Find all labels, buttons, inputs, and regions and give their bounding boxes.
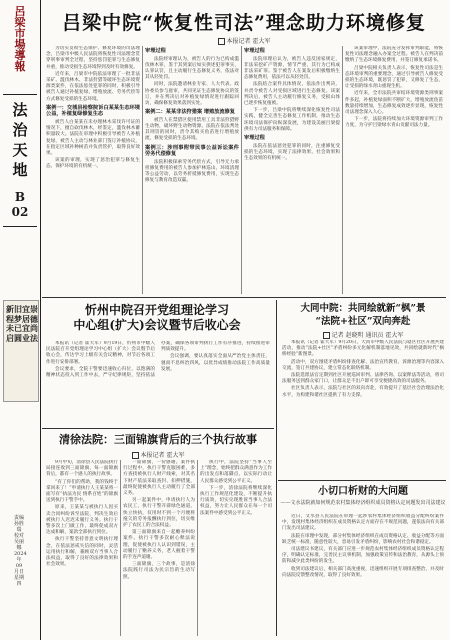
paragraph: 9月中旬，清徐县人民法院执行局接连收到三面锦旗，每一面锦旗背后，都有一个感人的执行故事。 bbox=[46, 460, 118, 478]
paragraph: 本报讯（记者 霍大军）9月19日，忻州市中级人民法院召开党组理论学习中心组（扩大）会议暨节后收心会，传达学习上级有关会议精神，对节后各项工作进行安排部署。 bbox=[46, 341, 155, 365]
slogan-char: 旧 bbox=[14, 304, 22, 314]
article-2-body bbox=[46, 341, 270, 425]
byline-article-4 bbox=[280, 330, 446, 339]
section-char: 治 bbox=[12, 121, 28, 139]
slogan-char: 宜 bbox=[22, 323, 30, 333]
byline-text: 本报记者 霍大军 bbox=[226, 38, 271, 45]
paragraph: 收到司法建议后，相关部门高度重视，迅速组织开展专项排查整治，并及时向法院反馈整改情况，取得了良好效果。 bbox=[282, 566, 444, 578]
paragraph: 执行干警坚持善意文明执行理念，在依法惩戒失信的同时，灵活运用执行和解，兼顾双方当事人合法权益，取得了良好的法律效果和社会效果。 bbox=[46, 537, 118, 568]
square-bullet-icon bbox=[323, 332, 330, 339]
byline-text: 本报记者 霍大军 bbox=[140, 452, 185, 459]
paragraph: 近年来，吕梁市中院依法审理了一批非法采矿、滥伐林木、非法狩猎等破坏生态环境资源类案件，在依法惩处犯罪的同时，积极引导被告人通过补植复绿、增殖放流、劳务代偿等方式修复受损的生态环境。 bbox=[46, 71, 140, 102]
section-char: 法 bbox=[12, 101, 28, 119]
section-title bbox=[6, 100, 34, 180]
paragraph: 一面锦旗，一份感谢。案件执行过程中，执行干警克服困难，多方查找被执行人财产线索，对其名下财产依法采取查封、扣押措施，最终促使被执行人主动履行了全部义务。 bbox=[123, 460, 195, 497]
paragraph: 法院在审理中发现，部分村集体经济组织在成员资格认定、收益分配等方面缺乏统一标准，随意性较大，容易引发矛盾纠纷，影响农村社会和谐稳定。 bbox=[282, 533, 444, 545]
rail-divider bbox=[3, 94, 37, 95]
left-rail bbox=[0, 0, 41, 640]
headline-line: 忻州中院召开党组理论学习 bbox=[84, 303, 229, 317]
paragraph: 另一起案件中，申请执行人为农民工，执行干警开辟绿色通道，快立快执，仅用时不到一个月便将拖欠的劳务报酬执行到位，切实维护了农民工的合法权益。 bbox=[123, 498, 195, 529]
slogan-char: 尚 bbox=[30, 323, 38, 333]
slogan-char: 梦 bbox=[14, 313, 22, 324]
headline-article-3: 清徐法院：三面锦旗背后的三个执行故事 bbox=[59, 433, 257, 446]
column-divider bbox=[276, 300, 277, 636]
column-divider bbox=[120, 460, 121, 636]
masthead-char: 導 bbox=[14, 49, 26, 62]
section-divider bbox=[278, 480, 446, 481]
headline-article-5: 小切口析财的大问题 bbox=[318, 486, 408, 497]
paragraph: 原来，王某某与被执行人因买卖合同纠纷诉至法院，判决生效后被执行人迟迟未履行义务。执行干警多次上门做工作，最终促成双方达成和解，案款全部执行到位。 bbox=[46, 505, 118, 536]
article-5-body bbox=[282, 514, 444, 636]
slogan-box bbox=[3, 300, 39, 402]
slogan-char: 圆 bbox=[14, 332, 22, 343]
article-4-body bbox=[282, 340, 444, 476]
column-divider bbox=[197, 460, 198, 636]
slogan-char: 法 bbox=[30, 332, 38, 343]
page-code-number: 02 bbox=[11, 205, 29, 219]
byline-article-3 bbox=[44, 450, 272, 459]
subheading: 案例一：交城县检察院诉白某某生态环境公益，补植复绿修复生态 bbox=[46, 104, 140, 118]
paragraph: 法院经审理认为，被告人的行为已构成滥伐林木罪，鉴于其到案后如实供述犯罪事实，认罪认罚，且主动履行生态修复义务，依法对其从轻处罚。 bbox=[145, 56, 239, 81]
slogan-char: 宜 bbox=[22, 304, 30, 314]
rail-divider bbox=[3, 226, 37, 227]
paragraph: 法院积极探索劳务代偿方式，引导无力承担修复费用的被告人参加护林巡山、环境清理等公益劳动，以劳务折抵修复费用，实现生态修复与教育改造双赢。 bbox=[145, 159, 239, 184]
paragraph: 近年来，全市法院共审结环境资源类刑事案件多起，补植复绿面积不断扩大，增殖放流鱼苗数量持续增加，生态修复成效逐步显现，恢复性司法理念深入人心。 bbox=[345, 91, 443, 116]
section-char: 天 bbox=[12, 141, 28, 159]
headline-article-1: 吕梁中院“恢复性司法”理念助力环境修复 bbox=[62, 12, 426, 34]
headline-article-4 bbox=[280, 302, 446, 328]
paragraph: 该案的审理，实现了惩治犯罪与修复生态、保护环境的有机统一。 bbox=[46, 158, 140, 170]
masthead-char: 呂 bbox=[14, 5, 26, 18]
paragraph: 会议要求，全院干警要迅速收心归位，以饱满的精神状态投入到工作中去，严守纪律规矩，坚持依法办案，确保各项审判执行工作有序推进，持续推进审判质效提升。 bbox=[46, 341, 270, 379]
paragraph: 活动中，双方围绕矛盾纠纷排查化解、法治宣传教育、诉源治理等内容深入交流，签订共建协议，建立常态化联络机制。 bbox=[282, 359, 444, 371]
subheading: 审理过程 bbox=[145, 48, 166, 54]
paragraph: 社区负责人表示，法院与社区的双向奔赴，有效提升了基层社会治理法治化水平，为构建和谐社区提供了有力支撑。 bbox=[282, 386, 444, 398]
masthead-char: 場 bbox=[14, 38, 26, 51]
masthead-char: 梁 bbox=[14, 16, 26, 29]
subheading: 审理过程 bbox=[244, 48, 265, 54]
headline-article-2 bbox=[44, 303, 270, 333]
page-code bbox=[6, 190, 34, 220]
paragraph: 为切实贯彻生态保护、修复环境的司法理念，吕梁市中级人民法院将恢复性司法理念贯穿刑事审判全过程，坚持惩罚犯罪与生态修复并重，推动受损生态环境得到及时有效修复。 bbox=[46, 46, 140, 70]
paragraph: 执行中，法院坚持“当事人至上”理念，始终把群众满意作为工作的出发点和落脚点，以实际行动让人民群众感受到公平正义。 bbox=[200, 460, 272, 484]
slogan-char: 程 bbox=[6, 313, 14, 324]
headline-line: 大同中院：共同绘就新“枫”景 bbox=[300, 303, 426, 314]
paragraph: 三面锦旗，三个故事，是清徐法院践行司法为民宗旨的生动写照。 bbox=[123, 562, 195, 580]
paragraph: “有了你们的帮助，我的钱终于拿回来了！”申请执行人王某某将一面写有“执法为民 情系百姓”的锦旗送到执行干警手中。 bbox=[46, 479, 118, 504]
paragraph: 法院审理后认为，被告人违反国家规定，非法采挖矿产资源，情节严重，其行为已构成非法采矿罪。鉴于被告人在案发后积极缴纳生态修复费用，依法可以从轻处罚。 bbox=[244, 56, 340, 81]
slogan-char: 已 bbox=[14, 323, 22, 333]
column-divider bbox=[342, 46, 343, 294]
slogan-char: 德 bbox=[30, 313, 38, 324]
article-1-col-1 bbox=[46, 46, 140, 294]
subheading: 案例二：某某非法狩猎案 增殖放流修复 bbox=[145, 109, 235, 116]
paragraph: 司法建议书建议，有关部门应进一步规范农村集体经济组织成员资格认定程序，明确认定标准，完善民主议事机制，加强政策宣传和法治教育，从源头上预防和减少此类纠纷的发生。 bbox=[282, 547, 444, 565]
paragraph: 会议强调，要认真落实全面从严治党主体责任，驰而不息纠治四风，以优异成绩推动法院工作高质量发展。 bbox=[161, 354, 270, 372]
byline-text: 记者 赵晓明 通讯员 霍大军 bbox=[331, 332, 404, 339]
column-divider bbox=[241, 46, 242, 294]
masthead-char: 市 bbox=[14, 27, 26, 40]
column-divider bbox=[142, 46, 143, 294]
page-code-letter: B bbox=[14, 190, 26, 204]
slogan-char: 启 bbox=[6, 332, 14, 343]
article-1-col-4 bbox=[345, 46, 443, 294]
section-divider bbox=[42, 428, 274, 429]
slogan-char: 居 bbox=[22, 313, 30, 324]
paragraph: 被告人白某某在未办理林木采伐许可证的情况下，擅自砍伐林木，经鉴定，滥伐林木蓄积量较大。法院在审理中积极引导被告人补植复绿，被告人主动与林业部门签订补植协议，在指定区域补种树苗并负责管护，取得良好效果。 bbox=[46, 120, 140, 157]
headline-line: 中心组(扩大)会议暨节后收心会 bbox=[73, 318, 241, 332]
section-char: 地 bbox=[12, 161, 28, 179]
paragraph: 同时，法院邀请林业专家、人大代表、政协委员参与庭审，共同见证生态修复协议的签订，并在判决后对补植复绿情况进行跟踪回访，确保修复效果落到实处。 bbox=[145, 82, 239, 107]
slogan-char: 崇 bbox=[30, 304, 38, 314]
paragraph: 法院结合案件具体情况，依法作出判决，并责令被告人对受损区域进行生态修复。该案判决后，被告人主动履行修复义务，受损山体已逐步恢复植被。 bbox=[244, 82, 340, 107]
paragraph: 被告人在禁猎区使用禁用工具非法狩猎野生动物，破坏野生动物资源。法院在依法判处其刑罚的同时，责令其购买鱼苗进行增殖放流，修复受损的生态环境。 bbox=[145, 117, 239, 142]
article-1-col-3 bbox=[244, 46, 340, 294]
square-bullet-icon bbox=[218, 38, 225, 45]
slogan-char: 新 bbox=[6, 304, 14, 314]
subheadline-article-5: ——文水法院就如何规范农村集体经济组织成员资格认定问题发出司法建议 bbox=[280, 500, 446, 506]
paragraph: 近日，文水县人民法院在审理一起涉农村集体经济组织收益分配纠纷案件中，发现村集体经济组织在成员资格认定方面存在不规范问题，遂依法向有关部门发出司法建议。 bbox=[282, 514, 444, 532]
page-footer-info: 责编 孙胜瑞 校对 吴丽娜 2024年09月日 星期四 bbox=[14, 515, 27, 587]
paragraph: 下一步，法院将持续加大环境资源审判工作力度，为守护吕梁绿水青山贡献司法力量。 bbox=[345, 117, 443, 129]
masthead-char: 報 bbox=[14, 60, 26, 73]
slogan-column bbox=[5, 305, 15, 343]
article-3-col-2 bbox=[123, 460, 195, 636]
headline-line: “法院+社区”双向奔赴 bbox=[315, 316, 411, 327]
subheading: 审理过程 bbox=[244, 135, 265, 142]
slogan-char: 业 bbox=[22, 332, 30, 343]
subheading: 案例三：涉刑事附带民事公益诉讼案件 劳务代偿修复 bbox=[145, 144, 239, 158]
slogan-char: 未 bbox=[6, 323, 14, 333]
paragraph: 吕梁中院相关负责人表示，恢复性司法是生态环境审判的重要理念，通过引导被告人修复受损的生态环境，既惩罚了犯罪，又修复了生态，让受损的绿水青山重现生机。 bbox=[345, 65, 443, 90]
article-1-col-2 bbox=[145, 46, 239, 294]
paragraph: 法院在依法惩处犯罪的同时，注重修复受损的生态环境，实现了法律效果、社会效果和生态效果的有机统一。 bbox=[244, 143, 340, 162]
article-3-col-1 bbox=[46, 460, 118, 636]
paragraph: 下一步，吕梁中院将继续深化恢复性司法实践，健全完善生态修复工作机制，推动生态环境司法保护向纵深发展，为建设美丽吕梁提供有力司法服务和保障。 bbox=[244, 108, 340, 132]
paragraph: 下一步，清徐法院将继续深化执行工作规范化建设，不断提升执行质效，切实兑现胜诉当事人合法权益，努力让人民群众在每一个司法案件中感受到公平正义。 bbox=[200, 485, 272, 516]
main-content bbox=[42, 0, 446, 640]
section-divider bbox=[42, 297, 446, 298]
byline-article-1 bbox=[42, 36, 446, 45]
article-3-col-3 bbox=[200, 460, 272, 636]
paragraph: 法院选派法官定期到社区开展巡回审判、法律咨询、以案释法等活动，将司法服务送到群众家门口，让群众足不出户即可享受便捷高效的司法服务。 bbox=[282, 373, 444, 385]
paragraph: 该案审理中，法院充分发挥审判职能，将恢复性司法理念融入办案全过程。被告人在判决前缴纳了生态环境修复费用，并签订修复承诺书。 bbox=[345, 46, 443, 64]
paragraph: 本报讯（记者 霍大军）9月20日，大同市中级人民法院与辖区社区开展共建活动，推动“法院+社区”矛盾纠纷多元化解机制落地见效，共同绘就新时代“枫桥经验”新图景。 bbox=[282, 340, 444, 358]
square-bullet-icon bbox=[132, 452, 139, 459]
paragraph: 第三面锦旗来自一起赡养纠纷案件。执行干警多次耐心释法说理，促使被执行人认识到错误，主动履行了赡养义务，老人握着干警的手连声道谢。 bbox=[123, 530, 195, 561]
